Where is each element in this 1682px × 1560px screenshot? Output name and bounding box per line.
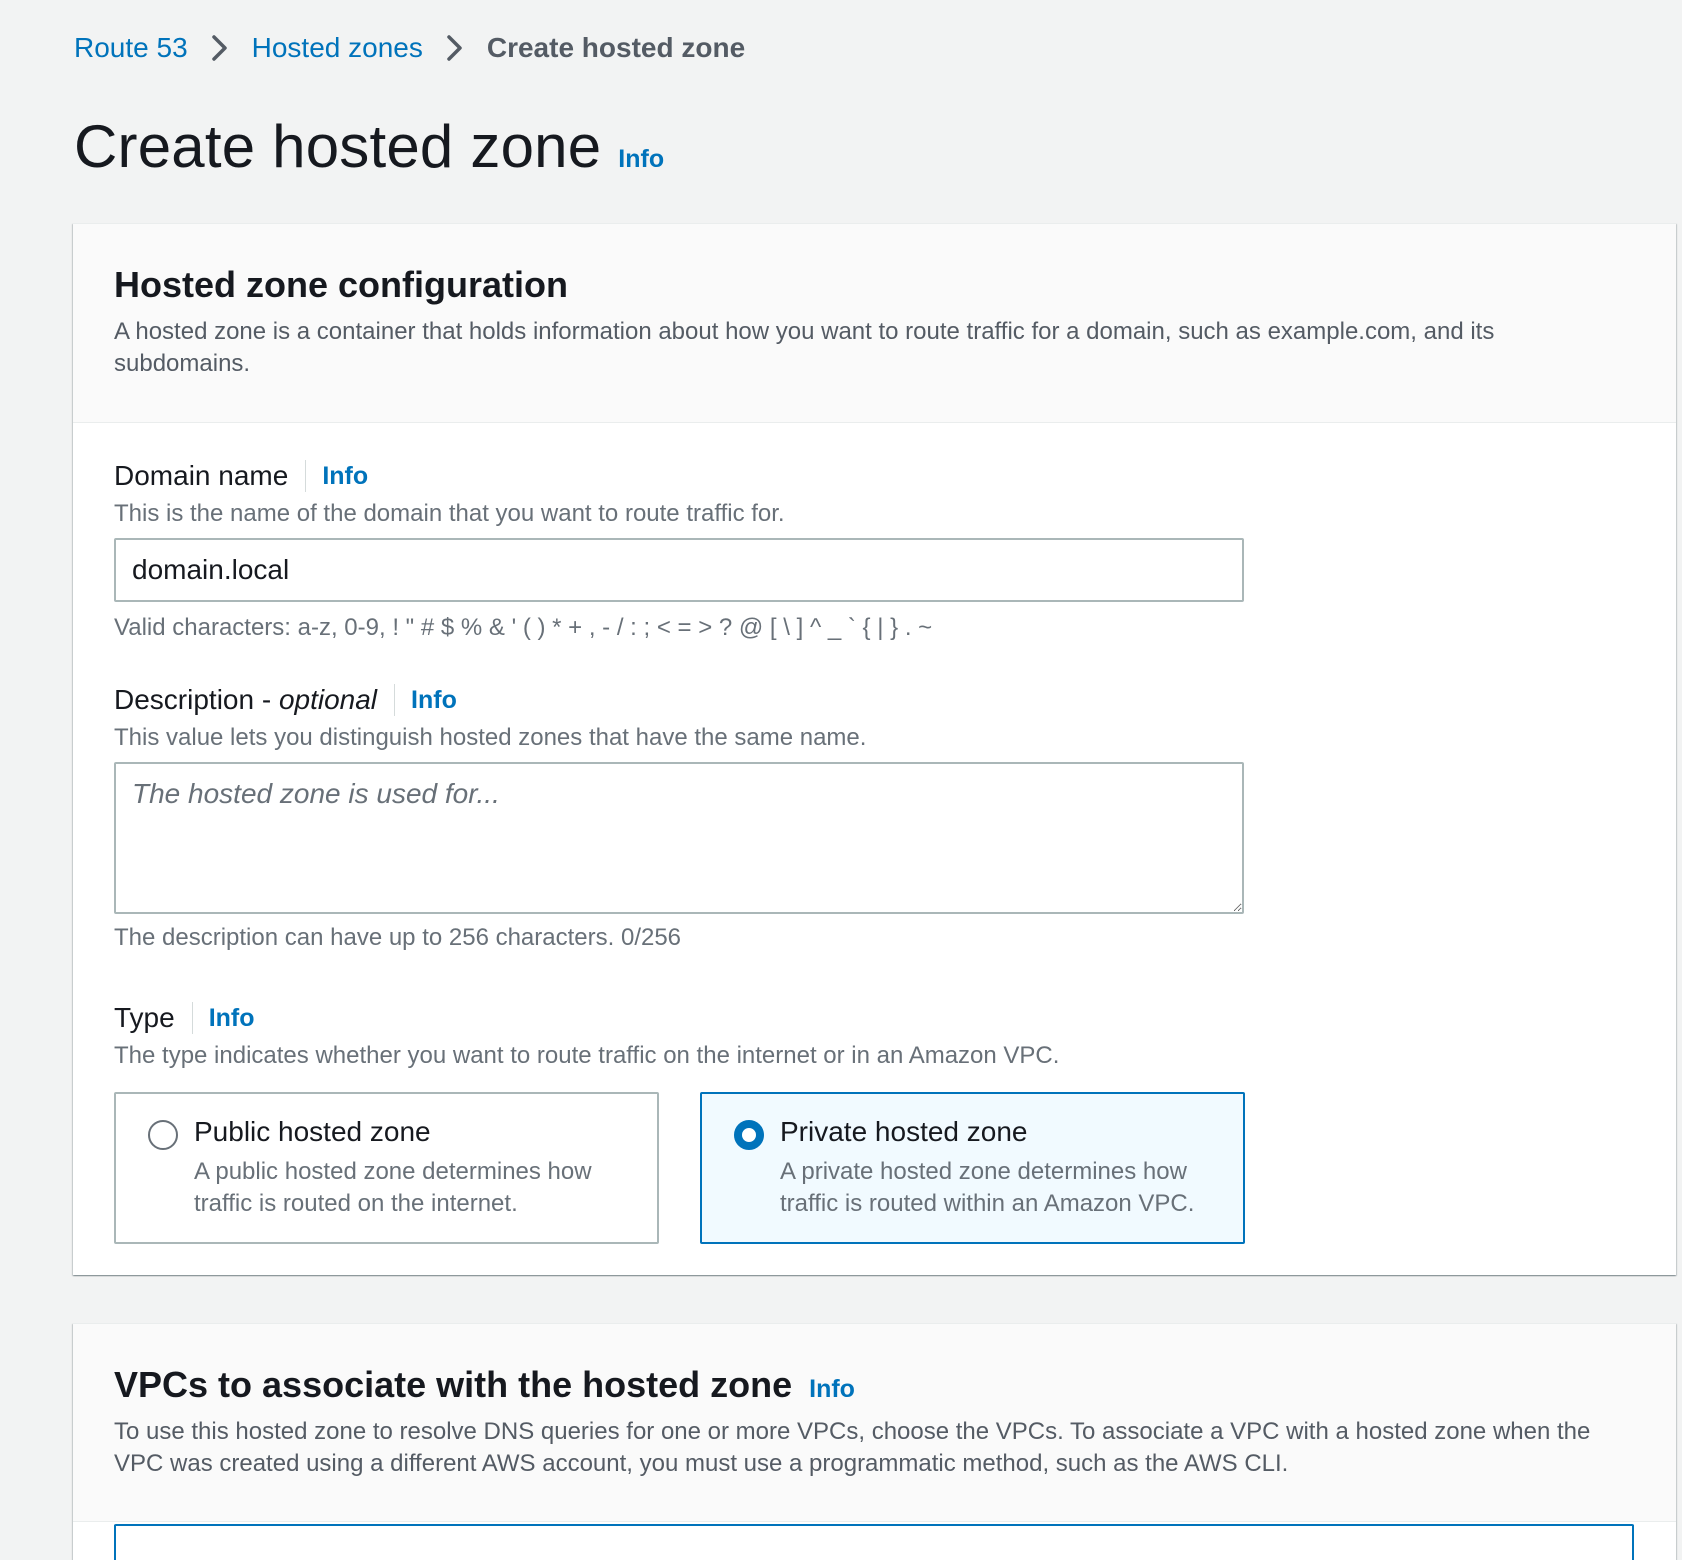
label-divider bbox=[192, 1002, 193, 1034]
description-label-text: Description - bbox=[114, 684, 279, 715]
description-label bbox=[114, 684, 377, 716]
panel-header bbox=[73, 1324, 1676, 1522]
domain-name-field bbox=[114, 423, 1676, 642]
domain-name-hint: Valid characters: a-z, 0-9, ! " # $ % & ' ( ) * + , - / : ; < = > ? @ [ \ ] ^ _ ` { | } . ~ bbox=[114, 614, 933, 641]
panel-header bbox=[73, 224, 1676, 423]
public-hosted-zone-title: Public hosted zone bbox=[194, 1116, 431, 1147]
panel-title-row bbox=[114, 1364, 1636, 1406]
page-title: Create hosted zone bbox=[74, 113, 602, 180]
label-divider bbox=[305, 460, 306, 492]
domain-name-info-link[interactable]: Info bbox=[322, 461, 369, 490]
description-label-row bbox=[114, 684, 1676, 716]
breadcrumb-hosted-zones-link[interactable]: Hosted zones bbox=[251, 32, 423, 63]
private-hosted-zone-description: A private hosted zone determines how traffic is routed within an Amazon VPC. bbox=[780, 1158, 1195, 1217]
type-info-link[interactable]: Info bbox=[208, 1003, 255, 1032]
private-hosted-zone-tile[interactable] bbox=[700, 1092, 1245, 1244]
type-radio-group bbox=[114, 1092, 1676, 1244]
private-hosted-zone-title: Private hosted zone bbox=[780, 1116, 1028, 1147]
description-field bbox=[114, 642, 1676, 952]
vpcs-panel-description: To use this hosted zone to resolve DNS queries for one or more VPCs, choose the VPCs. To associate a VPC with a hosted zone when the VPC was created using a different AWS account, you must use a programmatic method, such as the AWS CLI. bbox=[114, 1418, 1591, 1477]
breadcrumb bbox=[74, 30, 745, 66]
description-label-optional: optional bbox=[278, 684, 378, 715]
type-description: The type indicates whether you want to route traffic on the internet or in an Amazon VPC. bbox=[114, 1042, 1060, 1069]
panel-body bbox=[73, 423, 1676, 1244]
page-info-link[interactable]: Info bbox=[618, 145, 665, 173]
vpc-selection-box[interactable] bbox=[114, 1524, 1634, 1560]
description-char-count: The description can have up to 256 characters. 0/256 bbox=[114, 924, 682, 951]
panel-description: A hosted zone is a container that holds information about how you want to route traffic for a domain, such as example.com, and its subdomains. bbox=[114, 318, 1495, 377]
type-label-row bbox=[114, 1002, 1676, 1034]
breadcrumb-current: Create hosted zone bbox=[486, 32, 746, 63]
domain-name-label-row bbox=[114, 460, 1676, 492]
private-hosted-zone-radio[interactable] bbox=[734, 1120, 764, 1150]
hosted-zone-configuration-panel bbox=[73, 223, 1676, 1275]
panel-title-row bbox=[114, 264, 1636, 306]
domain-name-description: This is the name of the domain that you want to route traffic for. bbox=[114, 500, 785, 527]
tile-text bbox=[780, 1116, 1220, 1242]
domain-name-label: Domain name bbox=[114, 460, 289, 491]
vpcs-panel-title: VPCs to associate with the hosted zone bbox=[114, 1364, 793, 1405]
chevron-right-icon bbox=[423, 30, 487, 66]
panel-title: Hosted zone configuration bbox=[114, 264, 568, 305]
type-label: Type bbox=[114, 1002, 175, 1033]
label-divider bbox=[394, 684, 395, 716]
public-hosted-zone-description: A public hosted zone determines how traffic is routed on the internet. bbox=[194, 1158, 592, 1217]
page-header bbox=[74, 112, 664, 181]
description-textarea[interactable] bbox=[114, 762, 1244, 914]
description-info-link[interactable]: Info bbox=[411, 685, 457, 714]
public-hosted-zone-radio[interactable] bbox=[148, 1120, 178, 1150]
breadcrumb-route53-link[interactable]: Route 53 bbox=[74, 32, 188, 63]
public-hosted-zone-tile[interactable] bbox=[114, 1092, 659, 1244]
description-description: This value lets you distinguish hosted zones that have the same name. bbox=[114, 724, 867, 751]
chevron-right-icon bbox=[188, 30, 252, 66]
vpcs-panel bbox=[73, 1323, 1676, 1560]
type-field bbox=[114, 952, 1676, 1244]
tile-text bbox=[194, 1116, 614, 1242]
domain-name-input[interactable] bbox=[114, 538, 1244, 602]
vpcs-info-link[interactable]: Info bbox=[809, 1375, 855, 1403]
